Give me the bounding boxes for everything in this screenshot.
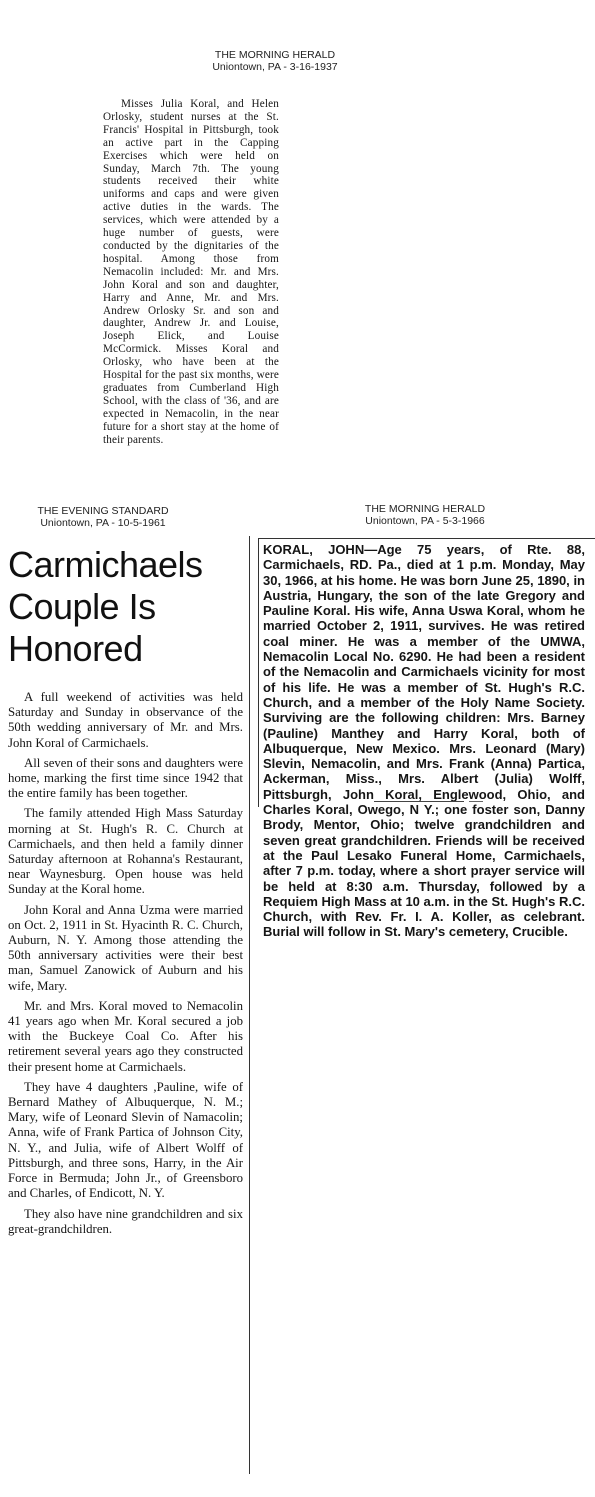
source-dateline: Uniontown, PA - 3-16-1937 <box>212 61 338 73</box>
clipping-2-anniversary <box>8 536 250 1474</box>
article-paragraph: They also have nine grandchildren and six great-grandchildren. <box>8 1206 243 1236</box>
article-headline <box>8 544 249 670</box>
article-paragraph: They have 4 daughters ,Pauline, wife of Bernard Mathey of Albuquerque, N. M.; Mary, wife of Leonard Slevin of Namacolin; Anna, wife of Frank Partica of Johnson City, N. Y., and Julia, wife of Albert Wolff of Pittsburgh, and three sons, Harry, in the Air Force in Bermuda; John Jr., of Greensboro and Charles, of Endicott, N. Y. <box>8 1079 243 1201</box>
source-dateline: Uniontown, PA - 10-5-1961 <box>40 517 166 529</box>
end-rule-divider <box>469 801 483 802</box>
headline-line: Carmichaels <box>8 544 203 585</box>
clipping-1-source <box>180 49 370 73</box>
source-dateline: Uniontown, PA - 5-3-1966 <box>365 515 485 527</box>
article-paragraph: All seven of their sons and daughters were home, marking the first time since 1942 that the entire family has been together. <box>8 755 243 801</box>
source-paper-name: THE MORNING HERALD <box>214 49 336 61</box>
article-paragraph: A full weekend of activities was held Saturday and Sunday in observance of the 50th wedding anniversary of Mr. and Mrs. John Koral of Carmichaels. <box>8 690 243 750</box>
headline-line: Honored <box>8 628 143 669</box>
source-paper-name: THE MORNING HERALD <box>364 503 486 515</box>
article-paragraph: John Koral and Anna Uzma were married on Oct. 2, 1911 in St. Hyacinth R. C. Church, Auburn, N. Y. Among those attending the 50th anniversary activities were their best man, Samuel Zanowick of Auburn and his wife, Mary. <box>8 902 243 993</box>
article-body <box>8 690 249 1237</box>
clipping-2-source <box>8 505 198 529</box>
clipping-3-obituary <box>258 538 595 940</box>
article-paragraph: Misses Julia Koral, and Helen Orlosky, student nurses at the St. Francis' Hospital in Pittsburgh, took an active part in the Capping Exercises which were held on Sunday, March 7th. The young students received their white uniforms and caps and were given active duties in the wards. The services, which were attended by a huge number of guests, were conducted by the dignitaries of the hospital. Among those from Nemacolin included: Mr. and Mrs. John Koral and son and daughter, Harry and Anne, Mr. and Mrs. Andrew Orlosky Sr. and son and daughter, Andrew Jr. and Louise, Joseph Elick, and Louise McCormick. Misses Koral and Orlosky, who have been at the Hospital for the past six months, were graduates from Cumberland High School, with the class of '36, and are expected in Nemacolin, in the near future for a short stay at the home of their parents. <box>103 98 279 446</box>
clipping-3-source <box>330 503 520 527</box>
clipping-1-nurses-capping <box>103 98 279 446</box>
end-rule-divider <box>374 801 464 802</box>
obituary-text: KORAL, JOHN—Age 75 years, of Rte. 88, Carmichaels, RD. Pa., died at 1 p.m. Monday, May 30, 1966, at his home. He was born June 25, 1890, in Austria, Hungary, the son of the late Gregory and Pauline Koral. His wife, Anna Uswa Koral, whom he married October 2, 1911, survives. He was retired coal miner. He was a member of the UMWA, Nemacolin Local No. 6290. He had been a resident of the Nemacolin and Carmichaels vicinity for most of his life. He was a member of St. Hugh's R.C. Church, and a member of the Holy Name Society. Surviving are the following children: Mrs. Barney (Pauline) Manthey and Harry Koral, both of Albuquerque, New Mexico. Mrs. Leonard (Mary) Slevin, Nemacolin, and Mrs. Frank (Anna) Partica, Ackerman, Miss., Mrs. Albert (Julia) Wolff, Pittsburgh, John Koral, Englewood, Ohio, and Charles Koral, Owego, N Y.; one foster son, Danny Brody, Mentor, Ohio; twelve grandchildren and seven great grandchildren. Friends will be received at the Paul Lesako Funeral Home, Carmichaels, after 7 p.m. today, where a short prayer service will be held at 8:30 a.m. Thursday, followed by a Requiem High Mass at 10 a.m. in the St. Hugh's R.C. Church, with Rev. Fr. I. A. Koller, as celebrant. Burial will follow in St. Mary's cemetery, Crucible. <box>263 542 585 940</box>
article-paragraph: The family attended High Mass Saturday morning at St. Hugh's R. C. Church at Carmichaels, and then held a family dinner Saturday afternoon at Rohanna's Restaurant, near Waynesburg. Open house was held Sunday at the Koral home. <box>8 806 243 897</box>
headline-line: Couple Is <box>8 586 156 627</box>
source-paper-name: THE EVENING STANDARD <box>37 505 169 517</box>
article-paragraph: Mr. and Mrs. Koral moved to Nemacolin 41 years ago when Mr. Koral secured a job with the Buckeye Coal Co. After his retirement several years ago they constructed their present home at Carmichaels. <box>8 998 243 1074</box>
